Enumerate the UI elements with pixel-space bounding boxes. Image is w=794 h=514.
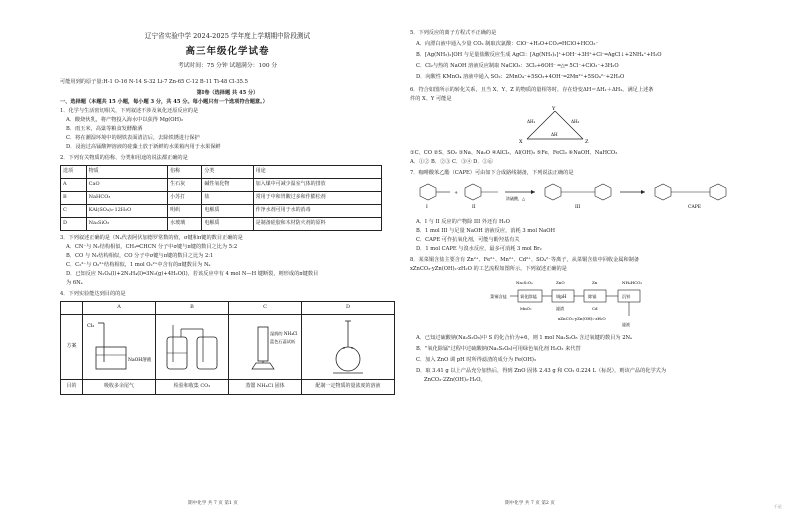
table-cell: NaHCO₃: [86, 191, 167, 204]
question-stem-continued: 件的 X、Y 可能是: [410, 96, 452, 103]
question-stem: 2．下列有关物质的俗称、分类和用途的说法都正确的是: [60, 154, 188, 161]
option-b: B．1 mol III 与足量 NaOH 溶液反应，消耗 3 mol NaOH: [416, 228, 556, 235]
table-header: 物质: [86, 165, 167, 178]
apparatus-b: [156, 314, 229, 379]
flow-step: 除镉: [588, 294, 597, 300]
table-header: D: [302, 301, 395, 314]
flow-step: 氧化除锰: [520, 294, 537, 300]
question-2: [60, 155, 395, 231]
gas-absorption-apparatus-icon: [84, 317, 154, 377]
question-stem: 6．符合如图所示的转化关系，且当 X、Y、Z 的物质的量相等时，存在焓变ΔH＝ΔH₁＋ΔH₂。满足上述条: [410, 87, 654, 94]
table-header: B: [156, 301, 229, 314]
table-cell: 是制备硅胶和木材防火剂的原料: [253, 217, 381, 230]
option-c: C．Cl₂与热的 NaOH 溶液反应制取 NaClO₃：3Cl₂+6OH⁻ ═△═ 5Cl⁻+ClO₃⁻+3H₂O: [416, 63, 619, 70]
compound-label: I: [426, 205, 428, 211]
flow-byproduct: 滤渣: [556, 306, 564, 312]
page-footer: 期中化学 共 7 页 第1 页: [188, 501, 238, 506]
table-row: [61, 191, 382, 204]
table-header: 选项: [61, 165, 87, 178]
table-cell: 蒸馏 NH₄Cl 固体: [229, 379, 302, 394]
option-c: C．加入 ZnO 调 pH 时所得滤渣的成分为 Fe(OH)₃: [416, 357, 536, 364]
option-a: A．I 与 II 反应的产物除 III 外还有 H₂O: [416, 219, 510, 226]
school-header: 辽宁省实验中学 2024-2025 学年度上学期期中阶段测试: [144, 32, 311, 40]
question-stem: 1．化学与生活密切相关，下列叙述不涉及氧化还原反应的是: [60, 107, 199, 114]
option-d-continued: ZnCO₃·2Zn(OH)₂·H₂O。: [424, 377, 486, 384]
table-cell: 电解质: [202, 217, 253, 230]
table-cell: 常用于中和胃酸过多和作膨松剂: [253, 191, 381, 204]
option-d: D．1 mol CAPE 与溴水反应，最多可消耗 3 mol Br₂: [416, 246, 542, 253]
table-cell: 电解质: [202, 204, 253, 217]
node-label: Z: [585, 139, 589, 146]
table-cell: 盐: [202, 191, 253, 204]
synthesis-scheme-diagram: [410, 180, 760, 214]
flow-byproduct: Cd: [592, 306, 598, 312]
question-stem: 8．某菜铜含盐主要含有 Zn²⁺、Fe²⁺、Mn²⁺、Cd²⁺、SO₄²⁻等离子，从菜铜含盐中回收金属和制备: [410, 257, 640, 264]
option-c: C．CAPE 可作抗氧化剂，可能与酚羟基有关: [416, 237, 520, 244]
table-header: [61, 301, 83, 314]
flow-reagent: Zn: [592, 280, 598, 286]
option-c: C．C₂²⁻与 O₂²⁺结构相似，1 mol O₂²⁺中含有的π键数目为 Nₐ: [66, 261, 211, 268]
flow-byproduct: MnO₂: [520, 306, 532, 312]
table-cell: A: [61, 178, 87, 191]
flow-step: 调pH: [556, 294, 567, 300]
table-cell: B: [61, 191, 87, 204]
option-d: D．已知反应 N₂O₄(l)+2N₂H₄(l)═3N₂(g)+4H₂O(l)，若该反应中有 4 mol N—H 键断裂，则形成的π键数目: [66, 270, 319, 277]
table-header: 俗称: [168, 165, 202, 178]
figure-label: NaOH溶液: [128, 357, 152, 363]
table-row: [61, 204, 382, 217]
table-cell: 检验和收集 CO₂: [156, 379, 229, 394]
question-6: [410, 87, 760, 166]
compound-label: II: [472, 205, 476, 211]
option-d-continued: 为 6Nₐ: [66, 279, 83, 286]
exam-meta: 考试时间：75 分钟 试题满分：100 分: [177, 62, 278, 69]
table-header: 用途: [253, 165, 381, 178]
option-a: A．已知过硫酸钠(Na₂S₂O₈)中 S 的化合价为+6，则 1 mol Na₂S₂O₈ 含过氧键的数目为 2Nₐ: [416, 335, 633, 342]
edge-label: ΔH: [551, 132, 558, 138]
table-cell: 水玻璃: [168, 217, 202, 230]
table-cell: 作净水剂可用于水的消毒: [253, 204, 381, 217]
question-stem: 7．咖啡酸苯乙酯（CAPE）可由如下合成路线制备，下列说法正确的是: [410, 170, 574, 177]
process-flow-diagram: [490, 276, 690, 330]
option-a: A．CN⁻与 N₂结构相似，CH₂═CHCN 分子中σ键与π键的数目之比为 5:2: [66, 243, 238, 250]
volumetric-flask-icon: [303, 317, 393, 377]
table-row: [61, 314, 395, 379]
table-header: C: [229, 301, 302, 314]
gas-wash-bottles-icon: [157, 317, 227, 377]
page-footer: 期中化学 共 7 页 第2 页: [505, 501, 555, 506]
experiment-table: [60, 301, 395, 395]
flow-reagent: ZnO: [556, 280, 565, 286]
figure-label: Cl₂: [87, 322, 95, 329]
table-header-row: [61, 301, 395, 314]
option-d: D．取 3.41 g 以上产品充分加热后，得到 ZnO 固体 2.43 g 和 CO₂ 0.224 L（标况），则该产品的化学式为: [416, 368, 667, 375]
question-5: [410, 30, 760, 81]
flow-reagent: Na₂S₂O₈: [516, 280, 533, 286]
atomic-masses: 可能用到的原子量:H-1 O-16 N-14 S-32 Li-7 Zn-65 C-12 B-11 Ti-48 Cl-35.5: [60, 78, 248, 85]
page-1: [60, 0, 395, 514]
table-header: 分类: [202, 165, 253, 178]
table-cell: 小苏打: [168, 191, 202, 204]
figure-label: 湿润的 NH₄Cl: [270, 330, 298, 336]
option-a: A．向漂白液中通入少量 CO₂ 制取次氯酸：ClO⁻+H₂O+CO₂═HClO+HCO₃⁻: [416, 41, 599, 48]
option-d: D．向酸性 KMnO₄ 溶液中通入 SO₂：2MnO₄⁻+5SO₂+4OH⁻═2Mn²⁺+5SO₄²⁻+2H₂O: [416, 74, 625, 81]
question-7: [410, 170, 760, 253]
apparatus-c: [229, 314, 302, 379]
apparatus-a: [83, 314, 156, 379]
flow-product: xZnCO₃·yZn(OH)₂·zH₂O: [558, 316, 606, 322]
question-8: [410, 257, 760, 384]
table-cell: 配制一定物质的量浓度的溶液: [302, 379, 395, 394]
page-2: [410, 0, 760, 514]
node-label: X: [519, 139, 523, 146]
paper-title: 高三年级化学试卷: [185, 45, 270, 57]
option-b: B．雨玉米，高粱等粮食发酵酿酒: [66, 125, 143, 132]
question-3: [60, 235, 395, 287]
option-b: B．CO 与 N₂结构相似，CO 分子中σ键与π键的数目之比为 2:1: [66, 252, 214, 259]
enthalpy-triangle-diagram: [515, 105, 595, 145]
watermark-text: 千星: [773, 504, 782, 509]
table-header-row: [61, 165, 382, 178]
question-stem: 5．下列反应的离子方程式不正确的是: [410, 30, 497, 36]
question-4: [60, 291, 395, 395]
figure-label: 蓝色石蕊试纸: [270, 338, 296, 344]
edge-label: ΔH₂: [571, 119, 580, 125]
table-cell: 生石灰: [168, 178, 202, 191]
table-cell: 加入煤中可减少温室气体的排放: [253, 178, 381, 191]
table-cell: 吸收多余尾气: [83, 379, 156, 394]
table-cell: 明矾: [168, 204, 202, 217]
table-cell: Na₂SiO₃: [86, 217, 167, 230]
svg-text:+: +: [454, 190, 459, 197]
option-c: C．将在潮湿环境中的钢铁表面清洁后，去除铁锈进行保护: [66, 134, 200, 141]
question-1: [60, 108, 395, 151]
section-instructions: 一、选择题（本题共 15 小题，每小题 3 分，共 45 分。每小题只有一个选项符合题意。）: [60, 98, 268, 105]
table-row: [61, 217, 382, 230]
reaction-condition: 浓硫酸，△: [506, 196, 526, 202]
table-cell: 碱性氧化物: [202, 178, 253, 191]
row-label: 目的: [61, 379, 83, 394]
option-b: B．"氧化除锰"过程中过硫酸钠(Na₂S₂O₈)可用绿色氧化剂 H₂O₂ 来代替: [416, 346, 581, 353]
compound-label: CAPE: [688, 205, 702, 211]
option-a: A．酸烧伙乳，将产物投入海水中以获得 Mg(OH)₂: [66, 116, 184, 123]
node-label: Y: [552, 106, 556, 113]
table-cell: D: [61, 217, 87, 230]
row-label: 方案: [61, 314, 83, 379]
choice-items: ①C、CO ②S、SO₂ ③Na、Na₂O ④AlCl₃、Al(OH)₃ ⑤Fe、FeCl₂ ⑥NaOH、NaHCO₃: [410, 150, 618, 157]
compound-label: III: [575, 205, 581, 211]
table-cell: CaO: [86, 178, 167, 191]
option-d: D．浸泡过高锰酸钾溶液的硅藻土放于新鲜的水果箱内用于水果保鲜: [66, 143, 221, 150]
answer-options: A．①② B．②③ C．③④ D．①⑥: [410, 159, 493, 166]
section-title: 第I卷（选择题 共 45 分）: [196, 89, 259, 96]
table-row: [61, 379, 395, 394]
table-cell: KAl(SO₄)₂·12H₂O: [86, 204, 167, 217]
classification-table: [60, 165, 382, 231]
flow-reagent: NH₄HCO₃: [622, 280, 643, 286]
flow-filtrate: 滤液: [622, 322, 630, 328]
apparatus-d: [302, 314, 395, 379]
question-stem-continued: xZnCO₃·yZn(OH)₂·zH₂O 的工艺流程如图所示。下列叙述正确的是: [410, 266, 567, 273]
table-cell: C: [61, 204, 87, 217]
table-header: A: [83, 301, 156, 314]
flow-feed: 菜铜含盐: [490, 294, 507, 300]
question-stem: 4．下列实验能达到目的的是: [60, 290, 126, 297]
heating-tube-icon: [230, 317, 300, 377]
table-row: [61, 178, 382, 191]
flow-step: 沉锌: [622, 294, 631, 300]
edge-label: ΔH₁: [527, 119, 536, 125]
option-b: B．[Ag(NH₃)₂]OH 与足量盐酸反应生成 AgCl：[Ag(NH₃)₂]⁺+OH⁻+3H⁺+Cl⁻═AgCl↓+2NH₄⁺+H₂O: [416, 52, 662, 59]
question-stem: 3．下列叙述正确的是（Nₐ代表阿伏加德罗常数的值，σ键和π键的数目正确的是: [60, 234, 243, 241]
